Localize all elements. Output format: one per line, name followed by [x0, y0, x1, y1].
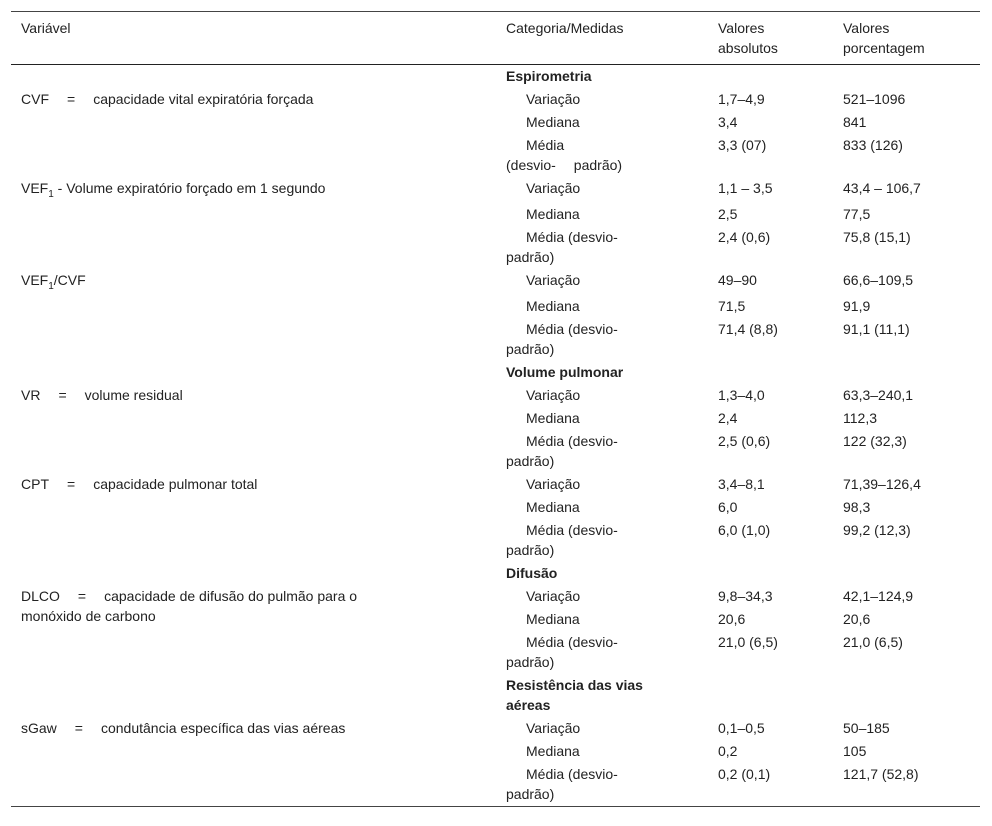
measure-media: Média (desvio- padrão) — [506, 433, 618, 469]
cell-abs: 1,7–4,9 — [718, 91, 765, 107]
measure-mediana: Mediana — [526, 206, 580, 222]
table-row — [11, 295, 980, 318]
cell-abs: 2,4 — [718, 410, 738, 426]
cell-pct: 521–1096 — [843, 91, 906, 107]
header-pct-line1: Valores — [843, 20, 890, 36]
section-volume-pulmonar: Volume pulmonar — [506, 364, 624, 380]
variable-vr: VR = volume residual — [21, 387, 183, 403]
cell-pct: 43,4 – 106,7 — [843, 180, 921, 196]
measure-variacao: Variação — [526, 720, 581, 736]
measure-variacao: Variação — [526, 180, 581, 196]
measure-media: Média (desvio- padrão) — [506, 522, 618, 558]
cell-abs: 1,3–4,0 — [718, 387, 765, 403]
cell-abs: 0,2 — [718, 743, 738, 759]
cell-pct: 66,6–109,5 — [843, 272, 914, 288]
measure-variacao: Variação — [526, 387, 581, 403]
cell-abs: 71,4 (8,8) — [718, 321, 778, 337]
measure-media: Média (desvio- padrão) — [506, 229, 618, 265]
cell-pct: 833 (126) — [843, 137, 903, 153]
cell-abs: 6,0 — [718, 499, 738, 515]
table-row — [11, 473, 980, 496]
table-row — [11, 717, 980, 740]
table-row — [11, 519, 980, 562]
cell-pct: 21,0 (6,5) — [843, 634, 903, 650]
cell-pct: 50–185 — [843, 720, 890, 736]
table-row — [11, 631, 980, 674]
section-row-difusao — [11, 562, 980, 585]
header-pct-line2: porcentagem — [843, 40, 925, 56]
variable-vef1: $VEF_1$ - Volume expiratório forçado em 1 segundo — [21, 180, 326, 200]
table-row — [11, 740, 980, 763]
cell-pct: 841 — [843, 114, 867, 130]
header-abs-line1: Valores — [718, 20, 765, 36]
measure-media: Média (desvio- padrão) — [506, 634, 618, 670]
cell-abs: 71,5 — [718, 298, 746, 314]
cell-abs: 9,8–34,3 — [718, 588, 773, 604]
table-header — [11, 12, 980, 65]
table-body — [11, 65, 980, 807]
table-row — [11, 134, 980, 177]
table-row — [11, 318, 980, 361]
measure-mediana: Mediana — [526, 410, 580, 426]
table-row — [11, 177, 980, 203]
section-difusao: Difusão — [506, 565, 558, 581]
measure-variacao: Variação — [526, 272, 581, 288]
header-variavel: Variável — [11, 12, 496, 65]
table-row — [11, 763, 980, 807]
cell-abs: 6,0 (1,0) — [718, 522, 771, 538]
cell-abs: 0,2 (0,1) — [708, 763, 833, 807]
cell-abs: 2,4 (0,6) — [718, 229, 771, 245]
header-categoria: Categoria/Medidas — [496, 12, 708, 65]
cell-pct: 98,3 — [843, 499, 871, 515]
cell-abs: 3,3 (07) — [718, 137, 767, 153]
results-table — [11, 11, 980, 807]
cell-pct: 121,7 (52,8) — [833, 763, 980, 807]
header-valores-porcentagem — [833, 12, 980, 65]
table-row — [11, 203, 980, 226]
cell-pct: 42,1–124,9 — [843, 588, 914, 604]
cell-abs: 2,5 (0,6) — [718, 433, 771, 449]
variable-dlco: DLCO = capacidade de difusão do pulmão para o monóxido de carbono — [21, 588, 358, 624]
cell-pct: 99,2 (12,3) — [843, 522, 911, 538]
measure-variacao: Variação — [526, 476, 581, 492]
section-row-resistencia — [11, 674, 980, 717]
measure-variacao: Variação — [526, 588, 581, 604]
cell-pct: 20,6 — [843, 611, 871, 627]
table-row — [11, 88, 980, 111]
cell-abs: 21,0 (6,5) — [718, 634, 778, 650]
cell-abs: 2,5 — [718, 206, 738, 222]
measure-mediana: Mediana — [526, 298, 580, 314]
cell-pct: 75,8 (15,1) — [843, 229, 911, 245]
section-row-espirometria — [11, 65, 980, 89]
cell-pct: 122 (32,3) — [843, 433, 907, 449]
section-resistencia: Resistência das vias aéreas — [506, 677, 643, 713]
measure-media: Média (desvio- padrão) — [506, 137, 623, 173]
cell-abs: 49–90 — [718, 272, 757, 288]
table-row — [11, 407, 980, 430]
section-row-volume — [11, 361, 980, 384]
cell-pct: 77,5 — [843, 206, 871, 222]
variable-cpt: CPT = capacidade pulmonar total — [21, 476, 258, 492]
cell-abs: 20,6 — [718, 611, 746, 627]
table-row — [11, 384, 980, 407]
measure-variacao: Variação — [526, 91, 581, 107]
results-table-container — [11, 11, 980, 807]
cell-abs: 3,4–8,1 — [718, 476, 765, 492]
header-valores-absolutos — [708, 12, 833, 65]
table-row — [11, 111, 980, 134]
cell-pct: 112,3 — [843, 410, 877, 426]
header-row — [11, 12, 980, 65]
cell-pct: 91,1 (11,1) — [843, 321, 910, 337]
measure-media: Média (desvio- padrão) — [506, 321, 618, 357]
measure-media: Média (desvio- padrão) — [496, 763, 708, 807]
cell-abs: 3,4 — [718, 114, 738, 130]
table-row — [11, 496, 980, 519]
variable-vef1-cvf: $VEF_1$/CVF — [21, 272, 86, 292]
variable-cvf: CVF = capacidade vital expiratória forçada — [21, 91, 314, 107]
section-espirometria: Espirometria — [506, 68, 592, 84]
measure-mediana: Mediana — [526, 611, 580, 627]
measure-mediana: Mediana — [526, 499, 580, 515]
cell-pct: 63,3–240,1 — [843, 387, 914, 403]
cell-pct: 105 — [843, 743, 867, 759]
cell-abs: 0,1–0,5 — [718, 720, 765, 736]
table-row — [11, 226, 980, 269]
cell-pct: 91,9 — [843, 298, 871, 314]
table-row — [11, 585, 980, 608]
cell-pct: 71,39–126,4 — [843, 476, 921, 492]
table-row — [11, 430, 980, 473]
measure-mediana: Mediana — [526, 114, 580, 130]
table-row — [11, 269, 980, 295]
measure-mediana: Mediana — [526, 743, 580, 759]
cell-abs: 1,1 – 3,5 — [718, 180, 773, 196]
variable-sgaw: sGaw = condutância específica das vias aéreas — [21, 720, 346, 736]
header-abs-line2: absolutos — [718, 40, 778, 56]
